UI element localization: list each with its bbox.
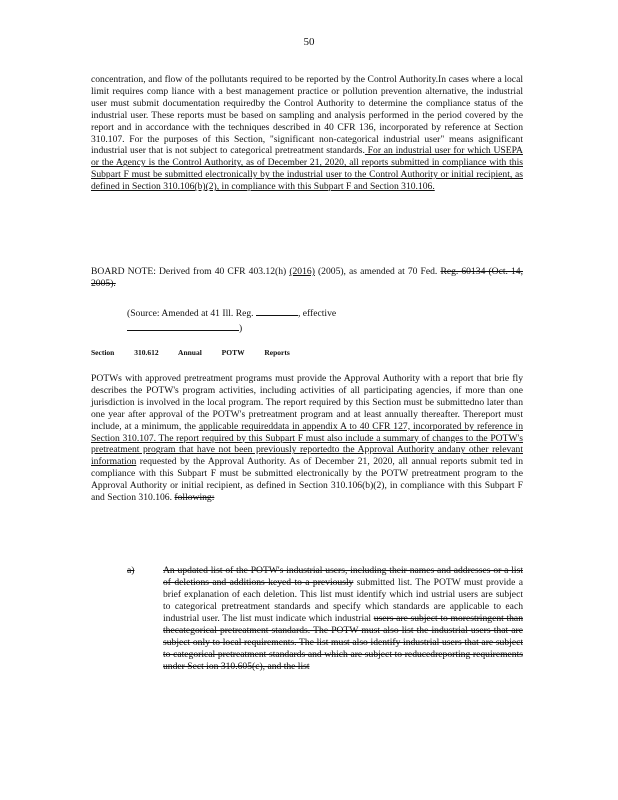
blank-line xyxy=(127,321,239,331)
board-note xyxy=(91,266,523,290)
deleted-text: An updated list of the POTW's industrial users, including their names and addresses or a list of deletions and additions keyed to a previously xyxy=(163,565,523,588)
blank-line xyxy=(256,306,298,316)
source-suffix: ) xyxy=(239,323,243,334)
paragraph-text: requested by the Approval Authority. As of December 21, 2020, all annual reports submit ted in compliance with this Subpart F must be submitted electronically by the POTW pretreatment program to the Approval Authority or initial recipient, as defined in Section 310.106(b)(2), in compliance with this Subpart F and Section 310.106. xyxy=(91,456,523,504)
inserted-text: For an industrial user for which USEPA or the Agency is the Control Authority, as of December 21, 2020, all reports submitted in compliance with this Subpart F must be submitted electronically by the industrial user to the Control Authority or initial recipient, as defined in Section 310.106(b)(2), in compliance with this Subpart F and Section 310.106. xyxy=(91,145,523,193)
board-note-deleted: Reg. 60134 (Oct. 14, 2005). xyxy=(91,266,523,289)
paragraph-text: POTWs with approved pretreatment programs must provide the Approval Authority with a report that brie fly describes the POTW's program activities, including activities of all participating agencies, if more than one jurisdiction is involved in the local program. The report required by this Section must be submittedno later than one year after approval of the POTW's pretreatment program and at least annually thereafter. Thereport must include, at a minimum, the xyxy=(91,373,523,432)
item-a-label: a) xyxy=(127,565,135,576)
deleted-text: following: xyxy=(174,492,215,504)
paragraph-annual-potw-reports xyxy=(91,373,523,504)
item-a-text xyxy=(163,565,523,673)
source-note xyxy=(127,306,487,336)
paragraph-text: concentration, and flow of the pollutants required to be reported by the Control Authority.In cases where a local limit requires comp liance with a best management practice or pollution prevention alternative, the industrial user must submit documentation requiredby the Control Authority to determine the compliance status of the industrial user. These reports must be based on sampling and analysis performed in the period covered by the report and in accordance with the techniques described in 40 CFR 136, incorporated by reference at Section 310.107. For the purposes of this Section, "significant non-categorical industrial user" means asignificant industrial user that is not subject to categorical pretreatment standards. xyxy=(91,74,523,157)
deleted-text: users are subject to morestringent than thecategorical pretreatment standards. The POTW must also list the industrial users that are subject only to local requirements. The list must also identify industrial users that are subject to categorical pretreatment standards and which are subject to reducedreporting requirements under Sect ion 310.605(c), and the list xyxy=(163,613,523,672)
inserted-text: applicable requireddata in appendix A to 40 CFR 127, incorporated by reference in Section 310.107. The report required by this Subpart F must also include a summary of changes to the POTW's pretreatment program that have not been previously reportedto the Approval Authority andany other relevant information xyxy=(91,420,523,468)
board-note-inserted: (2016) xyxy=(289,266,315,277)
paragraph-reporting-requirements xyxy=(91,74,523,193)
source-middle: , effective xyxy=(297,308,337,319)
board-note-middle: (2005), as amended at 70 Fed. xyxy=(314,266,441,277)
page-number: 50 xyxy=(303,36,315,48)
source-prefix: (Source: Amended at 41 Ill. Reg. xyxy=(127,308,256,319)
section-heading: Section 310.612 Annual POTW Reports xyxy=(91,348,290,357)
board-note-prefix: BOARD NOTE: Derived from 40 CFR 403.12(h) xyxy=(91,266,290,277)
item-text: submitted list. The POTW must provide a brief explanation of each deletion. This list must identify which ind ustrial users are subject to categorical pretreatment standards and specify which standards are applicable to each industrial user. The list must indicate which industrial xyxy=(163,577,523,624)
